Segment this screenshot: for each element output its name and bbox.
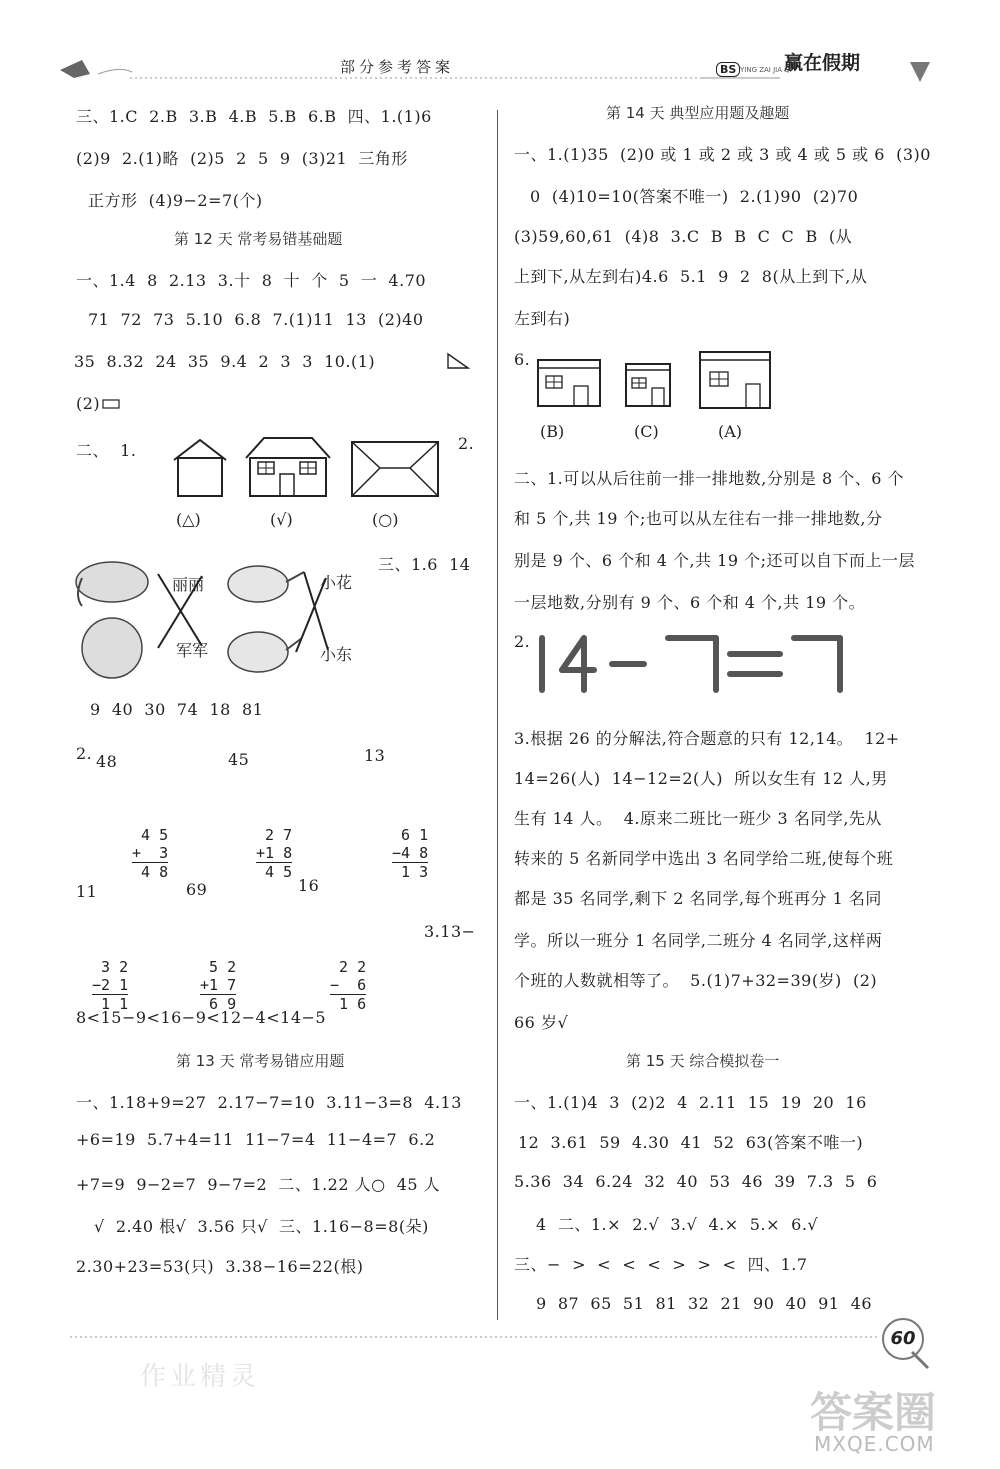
vertical-calc: 6 1 −4 8 1 3 — [392, 826, 429, 881]
houses-figure — [536, 350, 776, 414]
watermark-url: MXQE.COM — [814, 1432, 935, 1456]
edition-badge: BS — [716, 62, 740, 77]
answer-line: 8<15−9<16−9<12−4<14−5 — [76, 1008, 327, 1027]
column-divider — [497, 110, 498, 1320]
answer-line: (2)9 2.(1)略 (2)5 2 5 9 (3)21 三角形 — [76, 149, 408, 168]
question-label: 2. — [458, 434, 475, 453]
right-triangle-icon — [446, 352, 470, 370]
section-title-day13: 第 13 天 常考易错应用题 — [176, 1052, 345, 1070]
question-label: 二、 1. — [76, 441, 137, 460]
answer-line: 生有 14 人。 4.原来二班比一班少 3 名同学,先从 — [514, 809, 882, 828]
answer-line: 3.根据 26 的分解法,符合题意的只有 12,14。 12+ — [514, 729, 900, 748]
answer-mark: (△) — [176, 510, 201, 529]
answer-value: 13 — [364, 746, 386, 765]
question-label: 2. — [514, 632, 531, 651]
answer-line: 左到右) — [514, 309, 571, 328]
answer-value: 11 — [76, 882, 98, 901]
answer-line: 9 40 30 74 18 81 — [90, 700, 264, 719]
answer-line: 上到下,从左到右)4.6 5.1 9 2 8(从上到下,从 — [514, 267, 868, 286]
answer-line: (3)59,60,61 (4)8 3.C B B C C B (从 — [514, 227, 853, 246]
section-title-day15: 第 15 天 综合模拟卷一 — [626, 1052, 780, 1070]
answer-line: (2) — [76, 394, 101, 413]
answer-line: 0 (4)10=10(答案不唯一) 2.(1)90 (2)70 — [530, 187, 859, 206]
answer-line: 66 岁√ — [514, 1013, 569, 1032]
answer-line: 转来的 5 名新同学中选出 3 名同学给二班,使每个班 — [514, 849, 894, 868]
brand-logo: 赢在假期 — [784, 52, 861, 74]
name-label: 丽丽 — [172, 575, 205, 594]
name-label: 小东 — [320, 645, 353, 664]
page-number: 60 — [882, 1318, 924, 1360]
house-label: (B) — [540, 422, 565, 441]
answer-line: 二、1.可以从后往前一排一排地数,分别是 8 个、6 个 — [514, 469, 904, 488]
answer-line: 三、1.6 14 — [378, 555, 471, 574]
vertical-calc: 2 7 +1 8 4 5 — [256, 826, 293, 881]
answer-line: +7=9 9−2=7 9−7=2 二、1.22 人○ 45 人 — [76, 1175, 441, 1194]
answer-line: 正方形 (4)9−2=7(个) — [88, 191, 263, 210]
answer-line: +6=19 5.7+4=11 11−7=4 11−4=7 6.2 — [76, 1130, 436, 1149]
answer-line: 和 5 个,共 19 个;也可以从左往右一排一排地数,分 — [514, 509, 883, 528]
vertical-calc: 3 2 −2 1 1 1 — [92, 958, 129, 1013]
answer-line: 一、1.4 8 2.13 3.十 8 十 个 5 一 4.70 — [76, 271, 427, 290]
answer-line: √ 2.40 根√ 3.56 只√ 三、1.16−8=8(朵) — [94, 1217, 429, 1236]
answer-line: 4 二、1.× 2.√ 3.√ 4.× 5.× 6.√ — [536, 1215, 819, 1234]
answer-line: 个班的人数就相等了。 5.(1)7+32=39(岁) (2) — [514, 971, 878, 990]
answer-line: 都是 35 名同学,剩下 2 名同学,每个班再分 1 名同 — [514, 889, 882, 908]
answer-line: 别是 9 个、6 个和 4 个,共 19 个;还可以自下而上一层 — [514, 551, 915, 570]
answer-line: 14=26(人) 14−12=2(人) 所以女生有 12 人,男 — [514, 769, 888, 788]
shape-houses-figure — [166, 436, 446, 500]
vertical-calc: 4 5 + 3 4 8 — [132, 826, 169, 881]
answer-line: 三、1.C 2.B 3.B 4.B 5.B 6.B 四、1.(1)6 — [76, 107, 432, 126]
answer-line: 2.30+23=53(只) 3.38−16=22(根) — [76, 1257, 364, 1276]
vertical-calc: 2 2 − 6 1 6 — [330, 958, 367, 1013]
answer-line: 一层地数,分别有 9 个、6 个和 4 个,共 19 个。 — [514, 593, 866, 612]
question-label: 6. — [514, 350, 531, 369]
answer-line: 5.36 34 6.24 32 40 53 46 39 7.3 5 6 — [514, 1172, 878, 1191]
footer-rule — [70, 1334, 890, 1340]
house-label: (A) — [718, 422, 743, 441]
house-label: (C) — [634, 422, 659, 441]
answer-line: 一、1.18+9=27 2.17−7=10 3.11−3=8 4.13 — [76, 1093, 462, 1112]
answer-line: 3.13− — [424, 922, 476, 941]
matchstick-equation — [534, 632, 864, 696]
bottom-stamp: 作业精灵 — [140, 1362, 261, 1392]
answer-value: 45 — [228, 750, 250, 769]
name-label: 小花 — [320, 573, 353, 592]
section-title-day14: 第 14 天 典型应用题及趣题 — [606, 104, 790, 122]
section-title-day12: 第 12 天 常考易错基础题 — [174, 230, 343, 248]
answer-value: 48 — [96, 752, 118, 771]
magnifier-icon — [910, 1350, 932, 1372]
answer-line: 学。所以一班分 1 名同学,二班分 4 名同学,这样两 — [514, 931, 883, 950]
header-title: 部分参考答案 — [340, 58, 455, 76]
answer-line: 一、1.(1)4 3 (2)2 4 2.11 15 19 20 16 — [514, 1093, 867, 1112]
watermark-logo: 答案圈 — [810, 1388, 937, 1437]
question-label: 2. — [76, 744, 93, 763]
brand-subtitle: YING ZAI JIA QI — [740, 66, 792, 74]
answer-mark: (○) — [372, 510, 399, 529]
name-label: 军军 — [176, 641, 209, 660]
answer-line: 三、− > < < < > > < 四、1.7 — [514, 1255, 808, 1274]
rectangle-icon — [102, 399, 120, 409]
answer-line: 35 8.32 24 35 9.4 2 3 3 10.(1) — [74, 352, 376, 371]
answer-value: 69 — [186, 880, 208, 899]
answer-value: 16 — [298, 876, 320, 895]
answer-mark: (√) — [270, 510, 293, 529]
answer-line: 一、1.(1)35 (2)0 或 1 或 2 或 3 或 4 或 5 或 6 (3)0 — [514, 145, 931, 164]
answer-line: 12 3.61 59 4.30 41 52 63(答案不唯一) — [518, 1133, 864, 1152]
answer-line: 9 87 65 51 81 32 21 90 40 91 46 — [536, 1294, 872, 1313]
answer-line: 71 72 73 5.10 6.8 7.(1)11 13 (2)40 — [88, 310, 424, 329]
vertical-calc: 5 2 +1 7 6 9 — [200, 958, 237, 1013]
